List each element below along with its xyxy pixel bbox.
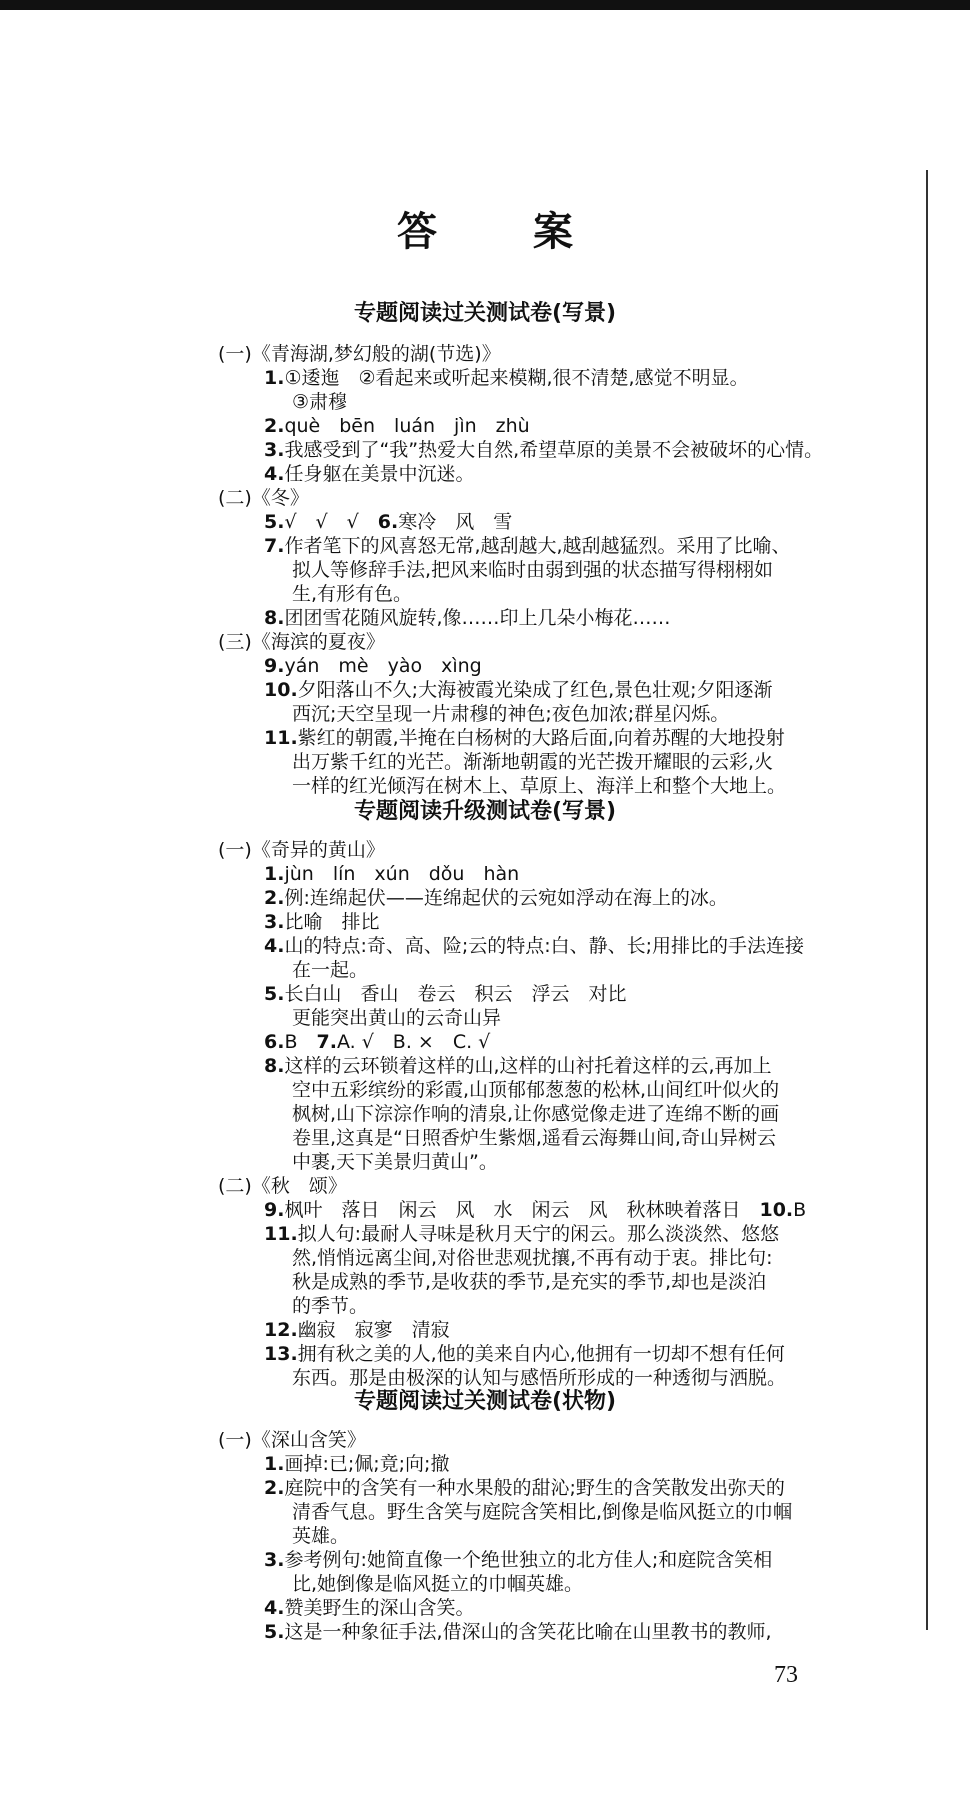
section-title: 专题阅读过关测试卷(状物) xyxy=(353,1389,617,1414)
answer-line xyxy=(264,910,379,934)
answer-text: 我感受到了“我”热爱大自然,希望草原的美景不会被破坏的心情。 xyxy=(284,439,824,461)
answer-text: B xyxy=(284,1031,317,1053)
answer-continuation: 英雄。 xyxy=(292,1525,350,1547)
answer-continuation: 西沉;天空呈现一片肃穆的神色;夜色加浓;群星闪烁。 xyxy=(292,703,730,725)
answer-number: 2. xyxy=(264,415,285,437)
answer-continuation: 更能突出黄山的云奇山异 xyxy=(292,1007,502,1029)
answer-number: 9. xyxy=(264,655,285,677)
answer-text: 寒冷 风 雪 xyxy=(398,511,513,533)
answer-line xyxy=(264,1054,772,1078)
answer-line xyxy=(264,678,773,702)
answer-line xyxy=(264,606,671,630)
answer-text: A. √ B. × C. √ xyxy=(336,1031,491,1053)
section-title: 专题阅读过关测试卷(写景) xyxy=(353,301,617,326)
answer-number: 5. xyxy=(264,983,285,1005)
answer-number: 9. xyxy=(264,1199,285,1221)
answer-continuation: 拟人等修辞手法,把风来临时由弱到强的状态描写得栩栩如 xyxy=(292,559,774,581)
answer-continuation: 在一起。 xyxy=(292,959,369,981)
answer-number: 10. xyxy=(264,679,298,701)
answer-continuation: 秋是成熟的季节,是收获的季节,是充实的季节,却也是淡泊 xyxy=(292,1271,767,1293)
answer-line xyxy=(264,654,482,678)
answer-number: 4. xyxy=(264,1597,285,1619)
answer-text: yán mè yào xìng xyxy=(284,655,482,677)
answer-line xyxy=(264,1452,449,1476)
answer-line xyxy=(264,534,791,558)
answer-line xyxy=(264,1548,772,1572)
answer-continuation: 中裹,天下美景归黄山”。 xyxy=(292,1151,498,1173)
answer-line xyxy=(264,414,530,438)
answer-number: 4. xyxy=(264,935,285,957)
answer-line xyxy=(264,1198,806,1222)
answer-continuation: 一样的红光倾泻在树木上、草原上、海洋上和整个大地上。 xyxy=(292,775,787,797)
answer-text: 幽寂 寂寥 清寂 xyxy=(297,1319,450,1341)
answer-text: 画掉:已;佩;竟;向;撤 xyxy=(284,1453,450,1475)
answer-line xyxy=(264,1030,490,1054)
answer-line xyxy=(264,1476,785,1500)
answer-number: 5. xyxy=(264,511,285,533)
answer-text: 山的特点:奇、高、险;云的特点:白、静、长;用排比的手法连接 xyxy=(284,935,805,957)
answer-line xyxy=(264,366,749,390)
answer-text: jùn lín xún dǒu hàn xyxy=(284,863,520,885)
subsection-heading: (三)《海滨的夏夜》 xyxy=(218,631,385,653)
answer-text: ①逶迤 ②看起来或听起来模糊,很不清楚,感觉不明显。 xyxy=(284,367,749,389)
answer-continuation: 生,有形有色。 xyxy=(292,583,413,605)
answer-text: 参考例句:她简直像一个绝世独立的北方佳人;和庭院含笑相 xyxy=(284,1549,773,1571)
subsection-heading: (一)《深山含笑》 xyxy=(218,1429,366,1451)
answer-line xyxy=(264,934,804,958)
answer-number: 1. xyxy=(264,863,285,885)
answer-line xyxy=(264,1342,785,1366)
answer-number: 11. xyxy=(264,1223,298,1245)
answer-text: B xyxy=(793,1199,807,1221)
answer-number: 12. xyxy=(264,1319,298,1341)
subsection-heading: (二)《冬》 xyxy=(218,487,309,509)
answer-text: 团团雪花随风旋转,像……印上几朵小梅花…… xyxy=(284,607,671,629)
answer-text: 拥有秋之美的人,他的美来自内心,他拥有一切却不想有任何 xyxy=(297,1343,785,1365)
answer-text: 拟人句:最耐人寻味是秋月天宁的闲云。那么淡淡然、悠悠 xyxy=(297,1223,780,1245)
answer-continuation: 清香气息。野生含笑与庭院含笑相比,倒像是临风挺立的巾帼 xyxy=(292,1501,793,1523)
answer-text: 长白山 香山 卷云 积云 浮云 对比 xyxy=(284,983,627,1005)
answer-line xyxy=(264,862,519,886)
answer-number: 6. xyxy=(264,1031,285,1053)
answer-number: 1. xyxy=(264,367,285,389)
answer-number: 2. xyxy=(264,887,285,909)
answer-number: 3. xyxy=(264,1549,285,1571)
answer-continuation: 枫树,山下淙淙作响的清泉,让你感觉像走进了连绵不断的画 xyxy=(292,1103,780,1125)
answer-text: què bēn luán jìn zhù xyxy=(284,415,530,437)
answer-continuation: 比,她倒像是临风挺立的巾帼英雄。 xyxy=(292,1573,584,1595)
section-title: 专题阅读升级测试卷(写景) xyxy=(353,799,617,824)
answer-text: 比喻 排比 xyxy=(284,911,380,933)
answer-text: √ √ √ xyxy=(284,511,378,533)
answer-continuation: 卷里,这真是“日照香炉生紫烟,遥看云海舞山间,奇山异树云 xyxy=(292,1127,776,1149)
answer-line xyxy=(264,1620,772,1644)
subsection-heading: (二)《秋 颂》 xyxy=(218,1175,347,1197)
answer-text: 例:连绵起伏——连绵起伏的云宛如浮动在海上的冰。 xyxy=(284,887,728,909)
answer-number: 11. xyxy=(264,727,298,749)
answer-number: 4. xyxy=(264,463,285,485)
page-title: 答 案 xyxy=(397,209,601,255)
answer-line xyxy=(264,726,785,750)
answer-text: 作者笔下的风喜怒无常,越刮越大,越刮越猛烈。采用了比喻、 xyxy=(284,535,791,557)
answer-number: 10. xyxy=(759,1199,794,1221)
answer-text: 紫红的朝霞,半掩在白杨树的大路后面,向着苏醒的大地投射 xyxy=(297,727,785,749)
answer-line xyxy=(264,1222,779,1246)
answer-number: 8. xyxy=(264,1055,285,1077)
answer-line xyxy=(264,438,823,462)
answer-line xyxy=(264,462,474,486)
answer-number: 5. xyxy=(264,1621,285,1643)
answer-text: 这是一种象征手法,借深山的含笑花比喻在山里教书的教师, xyxy=(284,1621,772,1643)
answer-continuation: 的季节。 xyxy=(292,1295,369,1317)
answer-text: 赞美野生的深山含笑。 xyxy=(284,1597,475,1619)
subsection-heading: (一)《奇异的黄山》 xyxy=(218,839,385,861)
answer-number: 6. xyxy=(377,511,399,533)
subsection-heading: (一)《青海湖,梦幻般的湖(节选)》 xyxy=(218,343,501,365)
answer-line xyxy=(264,982,626,1006)
answer-number: 1. xyxy=(264,1453,285,1475)
answer-number: 3. xyxy=(264,911,285,933)
answer-continuation: ③肃穆 xyxy=(292,391,348,413)
answer-line xyxy=(264,886,728,910)
answer-number: 7. xyxy=(316,1031,337,1053)
answer-number: 13. xyxy=(264,1343,298,1365)
answer-line xyxy=(264,510,512,534)
answer-line xyxy=(264,1596,474,1620)
answer-continuation: 然,悄悄远离尘间,对俗世悲观扰攘,不再有动于衷。排比句: xyxy=(292,1247,773,1269)
answer-text: 任身躯在美景中沉迷。 xyxy=(284,463,475,485)
page-number: 73 xyxy=(774,1662,798,1688)
answer-continuation: 空中五彩缤纷的彩霞,山顶郁郁葱葱的松林,山间红叶似火的 xyxy=(292,1079,780,1101)
answer-number: 2. xyxy=(264,1477,285,1499)
answer-number: 7. xyxy=(264,535,285,557)
answer-text: 庭院中的含笑有一种水果般的甜沁;野生的含笑散发出弥天的 xyxy=(284,1477,785,1499)
top-border xyxy=(0,0,970,10)
answer-continuation: 东西。那是由极深的认知与感悟所形成的一种透彻与洒脱。 xyxy=(292,1367,787,1389)
answer-line xyxy=(264,1318,450,1342)
answer-text: 夕阳落山不久;大海被霞光染成了红色,景色壮观;夕阳逐渐 xyxy=(297,679,773,701)
answer-text: 这样的云环锁着这样的山,这样的山衬托着这样的云,再加上 xyxy=(284,1055,772,1077)
answer-continuation: 出万紫千红的光芒。渐渐地朝霞的光芒拨开耀眼的云彩,火 xyxy=(292,751,774,773)
answer-text: 枫叶 落日 闲云 风 水 闲云 风 秋林映着落日 xyxy=(284,1199,760,1221)
answer-number: 8. xyxy=(264,607,285,629)
answer-number: 3. xyxy=(264,439,285,461)
